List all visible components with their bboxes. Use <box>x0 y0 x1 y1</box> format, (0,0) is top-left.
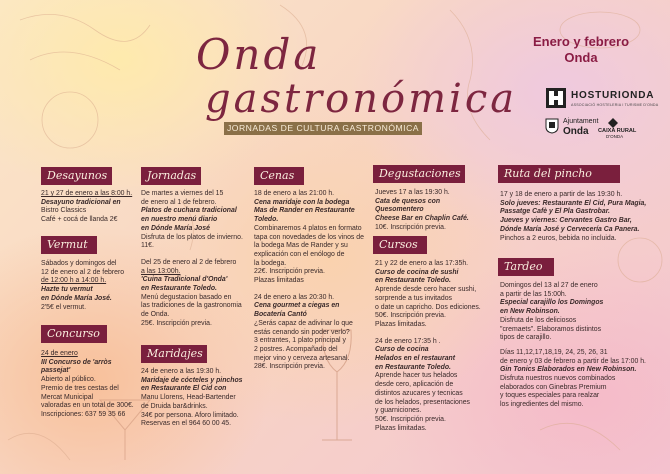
poster-title-line1: Onda <box>196 30 322 79</box>
hosturionda-name: HOSTURIONDA <box>571 90 655 101</box>
jornadas-line: en nuestro menú diario <box>141 216 218 224</box>
cenas-line: ¿Serás capaz de adivinar lo que <box>254 319 353 327</box>
maridajes-line: Maridaje de cócteles y pinchos <box>141 376 243 384</box>
cursos-line: y guarniciones. <box>375 407 422 415</box>
ruta-line: Solo jueves: Restaurante El Cid, Pura Magia, <box>500 199 647 207</box>
cenas-line: explicación con el enólogo de <box>254 250 345 258</box>
ruta-line: 17 y 18 de enero a partir de las 19:30 h. <box>500 191 623 198</box>
cenas-line: la bodega Mas de Rander y su <box>254 242 348 250</box>
cursos-line: Plazas limitadas. <box>375 320 427 328</box>
cenas-line: 18 de enero a las 21:00 h. <box>254 190 335 197</box>
ajuntament-shield-icon <box>545 118 559 134</box>
cenas-line: Mas de Rander en Restaurante <box>254 207 355 215</box>
tardeo-line: elaborados con Ginebras Premium <box>500 383 607 391</box>
cenas-line: tapa con novedades de los vinos de <box>254 233 364 241</box>
desayunos-date: 21 y 27 de enero a las 8:00 h. <box>41 190 133 197</box>
hosturionda-subtitle: ASSOCIACIÓ HOSTELERIA I TURISME D'ONDA <box>571 103 659 107</box>
leaf-line <box>8 433 70 460</box>
cenas-line: Cena maridaje con la bodega <box>254 198 350 206</box>
jornadas-line: 11€. <box>141 242 154 250</box>
section-header-maridajes: Maridajes <box>141 345 207 363</box>
cursos-block <box>375 260 490 433</box>
cursos-line: 50€. Inscripción previa. <box>375 415 446 423</box>
cenas-line: 28€. Inscripción previa. <box>254 363 325 371</box>
fruit-outline <box>618 238 662 282</box>
cursos-line: desde cero, aplicación de <box>375 381 454 389</box>
tardeo-line: Domingos del 13 al 27 de enero <box>500 282 598 289</box>
degustaciones-block <box>375 189 490 233</box>
cursos-line: sorprende a tus invitados <box>375 294 452 302</box>
jornadas-line: en Restaurante Toledo. <box>141 285 217 293</box>
section-header-degustaciones: Degustaciones <box>373 165 465 183</box>
jornadas-line: Disfruta de los platos de invierno. <box>141 233 243 241</box>
section-header-cursos: Cursos <box>373 236 427 254</box>
jornadas-line: de enero al 1 de febrero. <box>141 198 217 206</box>
ruta-line: Passatge Cafè y El Pla Gastrobar. <box>500 208 610 216</box>
tardeo-line: y toques especiales para realzar <box>500 392 600 400</box>
jornadas-block <box>141 190 245 329</box>
tardeo-line: Disfruta de los deliciosos <box>500 316 577 324</box>
tardeo-line: de enero y 03 de febrero a partir de las 17:00 h. <box>500 357 646 365</box>
vermut-line: de 12:00 h a 14:00 h. <box>41 277 107 285</box>
cursos-line: 21 y 22 de enero a las 17:35h. <box>375 260 469 267</box>
cursos-line: en Restaurante Toledo. <box>375 363 451 371</box>
leaf-line <box>540 423 620 450</box>
maridajes-line: en Restaurante El Cid con <box>141 385 227 393</box>
desayunos-venue: Bistro Classics <box>41 207 87 215</box>
tardeo-line: tipos de carajillo. <box>500 334 552 342</box>
event-months: Enero y febrero <box>532 34 630 49</box>
jornadas-line: 25€. Inscripción previa. <box>141 319 212 327</box>
section-header-vermut: Vermut <box>41 236 97 254</box>
ajuntament-town: Onda <box>563 126 589 137</box>
cenas-line: 24 de enero a las 20:30 h. <box>254 293 335 301</box>
degustaciones-line: Cata de quesos con Quesomentero <box>375 197 441 214</box>
degustaciones-line: Cheese Bar en Chaplin Café. <box>375 215 469 223</box>
cursos-line: 24 de enero 17:35 h . <box>375 337 441 345</box>
concurso-line: Abierto al público. <box>41 376 96 384</box>
concurso-line: Mercat Municipal <box>41 393 94 401</box>
desayunos-block <box>41 190 135 225</box>
jornadas-line: a las 13:00h. <box>141 267 181 275</box>
cenas-line: Plazas limitadas <box>254 277 304 285</box>
cursos-line: Aprende hacer tus helados <box>375 372 458 380</box>
cenas-line: Bocatería Cantó <box>254 311 307 319</box>
hosturionda-logo-icon <box>546 88 566 108</box>
ruta-line: Jueves y viernes: Cervantes Gastro Bar, <box>500 217 632 225</box>
cursos-line: Aprende desde cero hacer sushi, <box>375 286 477 294</box>
cenas-line: 3 entrantes, 1 plato principal y <box>254 337 346 345</box>
tardeo-line: Días 11,12,17,18,19, 24, 25, 26, 31 <box>500 348 608 356</box>
jornadas-line: en Dónde María José <box>141 224 210 232</box>
concurso-line: Inscripciones: 637 59 35 66 <box>41 410 126 418</box>
ruta-line: Dónde María José y Cervecería Ca Panera. <box>500 225 640 233</box>
degustaciones-line: 10€. Inscripción previa. <box>375 223 446 231</box>
cursos-line: Plazas limitadas. <box>375 424 427 432</box>
degustaciones-line: Jueves 17 a las 19:30 h. <box>375 189 450 196</box>
cursos-line: distintos azucares y tecnicas <box>375 389 463 397</box>
tardeo-line: los ingredientes del mismo. <box>500 401 584 409</box>
cenas-line: Cena gourmet a ciegas en <box>254 302 340 310</box>
cursos-line: 50€. Inscripción previa. <box>375 312 446 320</box>
maridajes-line: de Druida bar&drinks. <box>141 402 208 410</box>
section-header-cenas: Cenas <box>254 167 304 185</box>
cenas-line: Combinaremos 4 platos en formato <box>254 224 362 232</box>
maridajes-line: 34€ por persona. Aforo limitado. <box>141 411 239 419</box>
cenas-block <box>254 190 364 372</box>
tardeo-line: "cremaets". Elaboramos distintos <box>500 325 602 333</box>
cenas-line: 2 postres. Acompañado del <box>254 345 338 353</box>
section-header-jornadas: Jornadas <box>141 167 201 185</box>
section-header-desayunos: Desayunos <box>41 167 112 185</box>
maridajes-line: 24 de enero a las 19:30 h. <box>141 368 222 375</box>
ruta-block <box>500 191 665 243</box>
cursos-line: Helados en el restaurant <box>375 355 456 363</box>
desayunos-detail: Café + cocá de llanda 2€ <box>41 216 118 224</box>
maridajes-line: Reservas en el 964 60 00 45. <box>141 420 232 428</box>
event-dates <box>516 34 646 66</box>
jornadas-line: Menú degustacion basado en <box>141 293 232 301</box>
leaf-line <box>20 14 150 41</box>
concurso-line: valoradas en un total de 300€. <box>41 402 134 410</box>
cursos-line: o date un capricho. Dos ediciones. <box>375 303 481 311</box>
vermut-line: en Dónde María José. <box>41 294 112 302</box>
ajuntament-label: Ajuntament <box>563 118 599 125</box>
jornadas-line: De martes a viernes del 15 <box>141 190 224 197</box>
jornadas-line: las tradiciones de la gastronomia <box>141 302 242 310</box>
vermut-block <box>41 260 135 312</box>
poster-subtitle: JORNADAS DE CULTURA GASTRONÓMICA <box>224 122 422 135</box>
cursos-line: de los helados, presentaciones <box>375 398 471 406</box>
concurso-date: 24 de enero <box>41 350 78 357</box>
cenas-line: Toledo. <box>254 216 279 224</box>
plate-outline <box>42 92 98 148</box>
caixa-rural-logo-icon <box>608 118 618 128</box>
concurso-line: III Concurso de 'arròs <box>41 358 112 366</box>
jornadas-line: Del 25 de enero al 2 de febrero <box>141 258 237 266</box>
cenas-line: 22€. Inscripción previa. <box>254 268 325 276</box>
concurso-line: passejat' <box>41 367 71 375</box>
section-header-ruta-del-pincho: Ruta del pincho <box>498 165 620 183</box>
tardeo-line: Gin Tonics Elaborados en New Robinson. <box>500 366 637 374</box>
tardeo-line: Especial carajillo los Domingos <box>500 299 604 307</box>
vermut-line: Hazte tu vermut <box>41 286 93 294</box>
cursos-line: Curso de cocina de sushi <box>375 268 459 276</box>
caixa-rural-town: D'ONDA <box>606 134 624 139</box>
vermut-line: 2'5€ el vermut. <box>41 303 86 311</box>
concurso-line: Premio de tres cestas del <box>41 384 119 392</box>
tardeo-line: a partir de las 15:00h. <box>500 290 567 298</box>
leaf-line <box>30 52 120 70</box>
cenas-line: estás cenando sin poder verlo? <box>254 328 350 336</box>
ruta-line: Pinchos a 2 euros, bebida no incluida. <box>500 234 617 242</box>
jornadas-line: 'Cuina Tradicional d'Onda' <box>141 276 228 284</box>
tardeo-line: en New Robinson. <box>500 308 560 316</box>
cenas-line: mejor vino y cerveza artesanal. <box>254 354 350 362</box>
poster-title-line2: gastronómica <box>205 76 518 122</box>
vermut-line: 12 de enero al 2 de febrero <box>41 268 125 276</box>
cenas-line: la bodega. <box>254 259 287 267</box>
section-header-concurso: Concurso <box>41 325 107 343</box>
tardeo-block <box>500 282 665 410</box>
event-town: Onda <box>564 50 598 65</box>
cursos-line: Curso de cocina <box>375 346 429 354</box>
maridajes-line: Manu Llorens, Head-Bartender <box>141 394 236 402</box>
concurso-block <box>41 350 137 420</box>
cursos-line: en Restaurante Toledo. <box>375 277 451 285</box>
maridajes-block <box>141 368 245 429</box>
section-header-tardeo: Tardeo <box>498 258 554 276</box>
vermut-line: Sábados y domingos del <box>41 260 117 267</box>
jornadas-line: de Onda. <box>141 311 170 319</box>
desayunos-name: Desayuno tradicional en <box>41 198 121 206</box>
jornadas-line: Platos de cuchara tradicional <box>141 207 237 215</box>
caixa-rural-name: CAIXA RURAL <box>598 128 637 134</box>
tardeo-line: Disfruta nuestros nuevos combinados <box>500 375 616 383</box>
